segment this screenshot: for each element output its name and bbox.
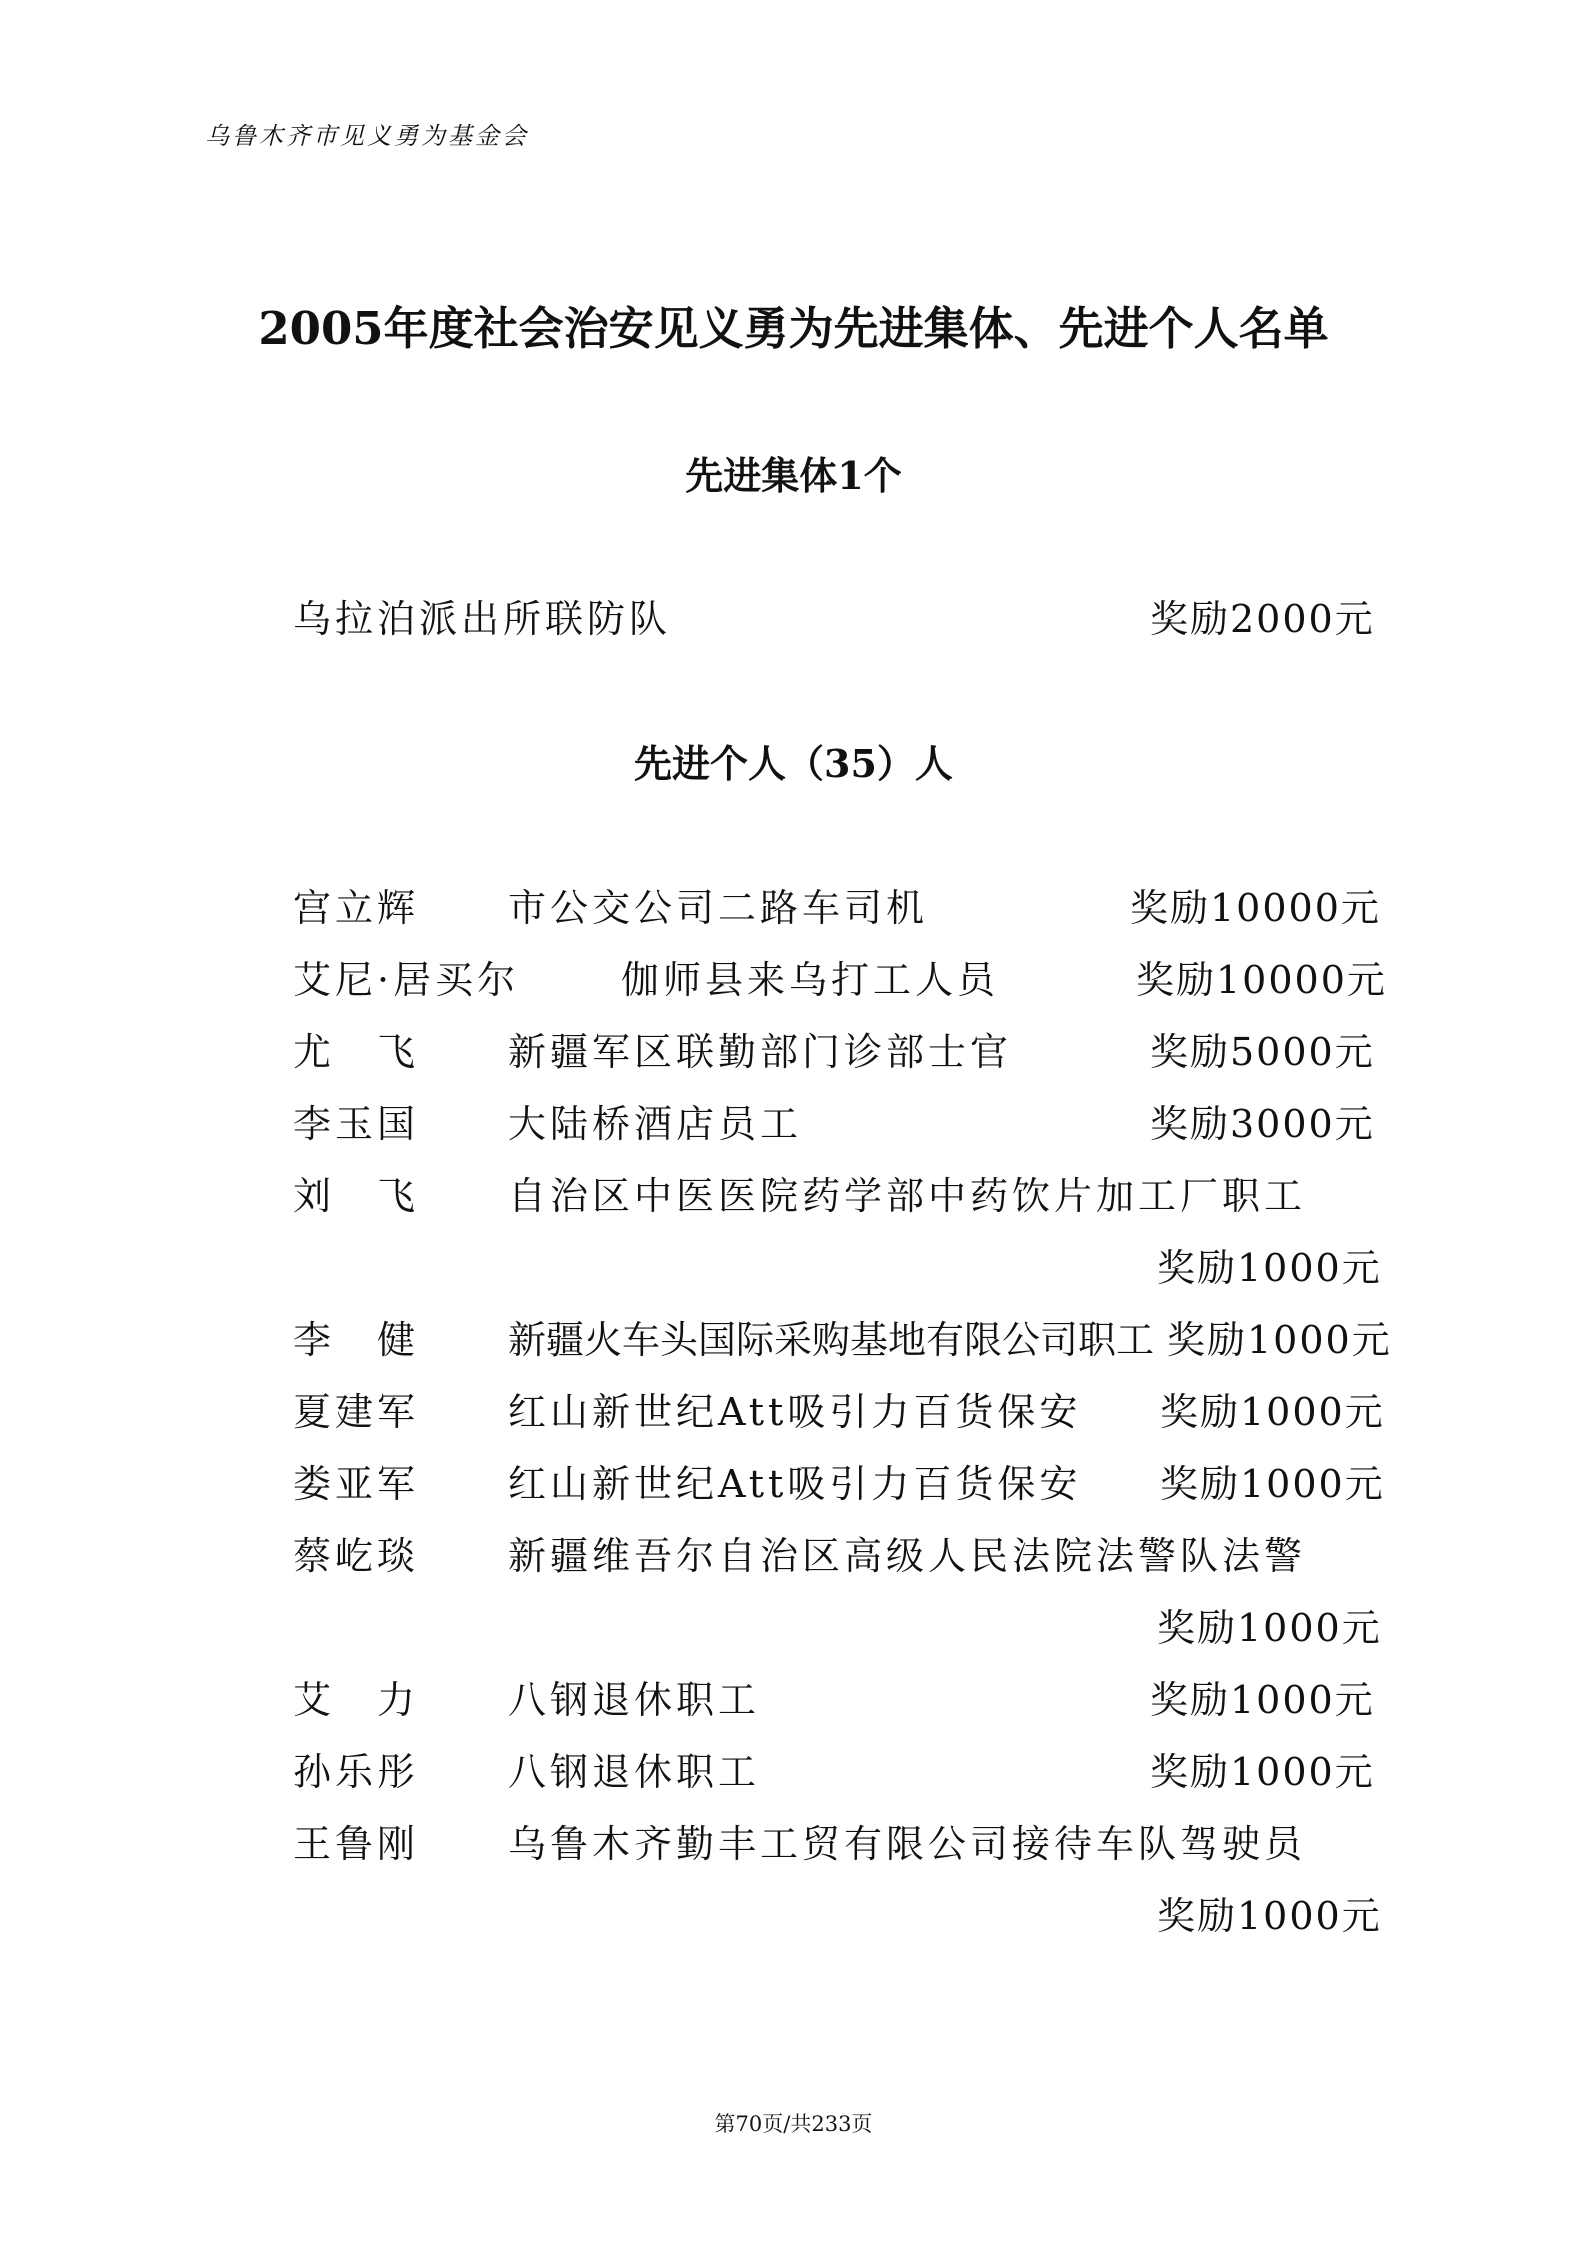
person-award: 奖励1000元 (1157, 1606, 1382, 1650)
person-award: 奖励1000元 (1160, 1390, 1385, 1434)
person-unit: 红山新世纪Att吸引力百货保安 (508, 1390, 1082, 1434)
person-unit: 伽师县来乌打工人员 (621, 958, 1000, 1002)
person-name: 娄亚军 (293, 1462, 420, 1506)
collective-heading: 先进集体1个 (685, 453, 902, 498)
person-award: 奖励10000元 (1130, 886, 1381, 930)
person-name: 尤 飞 (293, 1030, 420, 1074)
person-unit: 新疆维吾尔自治区高级人民法院法警队法警 (508, 1534, 1307, 1578)
person-unit: 大陆桥酒店员工 (508, 1102, 803, 1146)
person-name: 宫立辉 (293, 886, 420, 930)
person-award: 奖励5000元 (1150, 1030, 1375, 1074)
person-unit: 红山新世纪Att吸引力百货保安 (508, 1462, 1082, 1506)
collective-award: 奖励2000元 (1150, 597, 1375, 641)
person-unit: 八钢退休职工 (508, 1678, 761, 1722)
person-name: 蔡屹琰 (293, 1534, 420, 1578)
person-name: 艾 力 (293, 1678, 420, 1722)
person-unit: 新疆军区联勤部门诊部士官 (508, 1030, 1013, 1074)
person-name: 夏建军 (293, 1390, 420, 1434)
page-number: 第70页/共233页 (714, 2112, 873, 2136)
person-name: 李玉国 (293, 1102, 420, 1146)
person-name: 王鲁刚 (293, 1822, 420, 1866)
person-award: 奖励3000元 (1150, 1102, 1375, 1146)
page-title: 2005年度社会治安见义勇为先进集体、先进个人名单 (258, 302, 1329, 355)
person-award: 奖励1000元 (1160, 1462, 1385, 1506)
person-award: 奖励1000元 (1167, 1318, 1392, 1362)
person-unit: 自治区中医医院药学部中药饮片加工厂职工 (508, 1174, 1307, 1218)
person-award: 奖励1000元 (1157, 1246, 1382, 1290)
person-name: 孙乐彤 (293, 1750, 420, 1794)
person-unit: 新疆火车头国际采购基地有限公司职工 (508, 1318, 1155, 1362)
person-name: 艾尼·居买尔 (293, 958, 520, 1002)
person-name: 李 健 (293, 1318, 420, 1362)
person-award: 奖励10000元 (1136, 958, 1387, 1002)
person-award: 奖励1000元 (1150, 1750, 1375, 1794)
individuals-heading: 先进个人（35）人 (634, 741, 953, 786)
person-name: 刘 飞 (293, 1174, 420, 1218)
person-award: 奖励1000元 (1150, 1678, 1375, 1722)
person-unit: 八钢退休职工 (508, 1750, 761, 1794)
person-unit: 市公交公司二路车司机 (508, 886, 929, 930)
collective-name: 乌拉泊派出所联防队 (293, 597, 672, 641)
person-unit: 乌鲁木齐勤丰工贸有限公司接待车队驾驶员 (508, 1822, 1307, 1866)
person-award: 奖励1000元 (1157, 1894, 1382, 1938)
organization-header: 乌鲁木齐市见义勇为基金会 (205, 122, 529, 150)
